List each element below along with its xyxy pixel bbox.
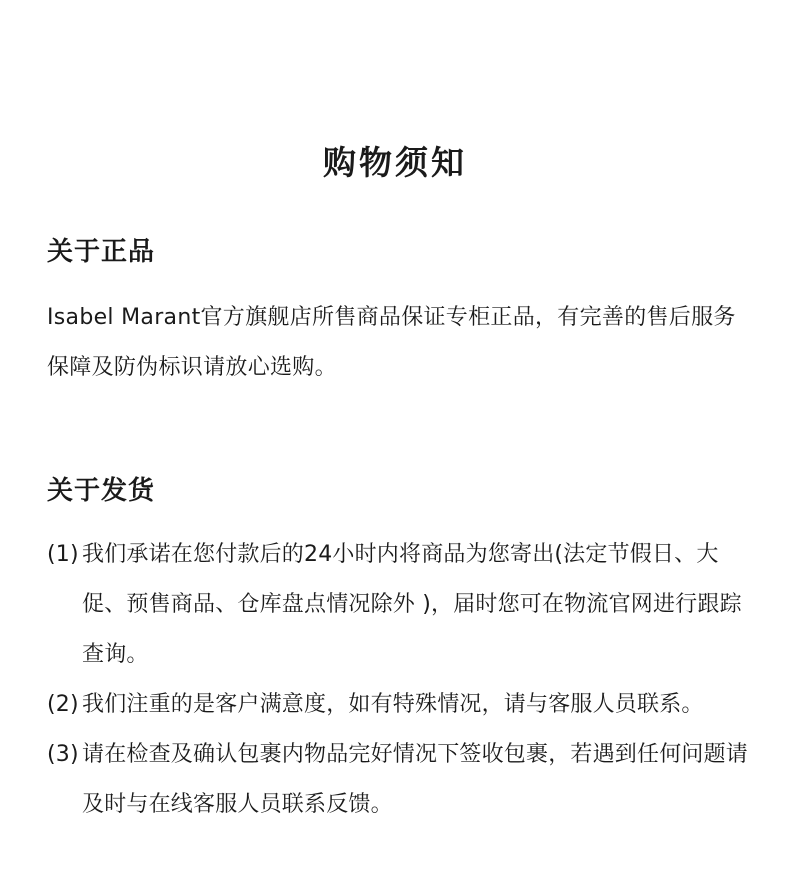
section-heading-shipping: 关于发货 — [47, 476, 156, 506]
list-item-text: 我们注重的是客户满意度，如有特殊情况，请与客服人员联系。 — [82, 692, 704, 717]
list-item-number: (1) — [47, 542, 79, 567]
list-item-text: 请在检查及确认包裹内物品完好情况下签收包裹，若遇到任何问题请及时与在线客服人员联系反馈。 — [82, 742, 749, 817]
shipping-list — [47, 530, 762, 830]
section-heading-authentic: 关于正品 — [47, 237, 156, 267]
list-item — [47, 530, 762, 680]
list-item-number: (3) — [47, 742, 79, 767]
list-item-number: (2) — [47, 692, 79, 717]
list-item — [47, 680, 762, 730]
list-item-text: 我们承诺在您付款后的24小时内将商品为您寄出(法定节假日、大促、预售商品、仓库盘点情况除外 )，届时您可在物流官网进行跟踪查询。 — [82, 542, 742, 667]
section-text-authentic: Isabel Marant官方旗舰店所售商品保证专柜正品，有完善的售后服务保障及防伪标识请放心选购。 — [47, 305, 736, 380]
page-title: 购物须知 — [323, 143, 467, 182]
list-item — [47, 730, 762, 830]
